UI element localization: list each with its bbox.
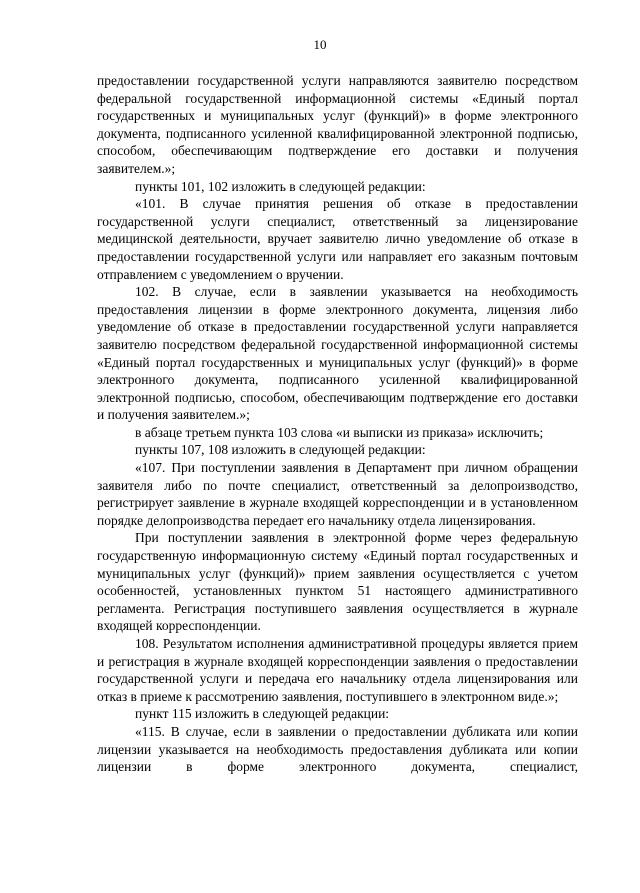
paragraph-instruction: пункт 115 изложить в следующей редакции: xyxy=(135,706,390,722)
paragraph-continuation: предоставлении государственной услуги направляются заявителю посредством федеральной государственной информационной системы «Единый портал государственных и муниципальных услуг (функций)» в форме электронного документа, подписанного усиленной квалифицированной электронной подписью, способом, обеспечивающим подтверждение его доставки и получения заявителем.»; xyxy=(97,73,578,176)
paragraph-item-102: 102. В случае, если в заявлении указывается на необходимость предоставления лицензии в форме электронного документа, лицензия либо уведомление об отказе в предоставлении государственной услуги направляется заявителю посредством федеральной государственной информационной системы «Единый портал государственных и муниципальных услуг (функций)» в форме электронного документа, подписанного усиленной квалифицированной электронной подписью, способом, обеспечивающим подтверждение его доставки и получения заявителем.»; xyxy=(97,284,578,423)
page-number: 10 xyxy=(313,37,327,52)
paragraph-instruction: пункты 101, 102 изложить в следующей редакции: xyxy=(135,178,426,194)
paragraph-item-115: «115. В случае, если в заявлении о предоставлении дубликата или копии лицензии указывается на необходимость предоставления дубликата или копии лицензии в форме электронного документа, специалист, xyxy=(97,723,578,775)
document-body xyxy=(97,72,578,776)
paragraph-item-107-electronic: При поступлении заявления в электронной форме через федеральную государственную информационную систему «Единый портал государственных и муниципальных услуг (функций)» прием заявления осуществляется с учетом особенностей, установленных пунктом 51 настоящего административного регламента. Регистрация поступившего заявления осуществляется в журнале входящей корреспонденции. xyxy=(97,530,578,634)
paragraph-item-101: «101. В случае принятия решения об отказе в предоставлении государственной услуги специалист, ответственный за лицензирование медицинской деятельности, вручает заявителю лично уведомление об отказе в предоставлении государственной услуги или направляет его заказным почтовым отправлением с уведомлением о вручении. xyxy=(97,196,578,282)
paragraph-instruction: пункты 107, 108 изложить в следующей редакции: xyxy=(135,442,426,458)
paragraph-item-107: «107. При поступлении заявления в Департамент при личном обращении заявителя либо по почте специалист, ответственный за делопроизводство, регистрирует заявление в журнале входящей корреспонденции и в установленном порядке делопроизводства передает его начальнику отдела лицензирования. xyxy=(97,460,578,528)
paragraph-instruction: в абзаце третьем пункта 103 слова «и выписки из приказа» исключить; xyxy=(135,424,544,440)
paragraph-item-108: 108. Результатом исполнения административной процедуры является прием и регистрация в журнале входящей корреспонденции заявления о предоставлении государственной услуги и передача его начальнику отдела лицензирования или отказ в приеме к рассмотрению заявления, поступившего в электронном виде.»; xyxy=(97,636,578,704)
